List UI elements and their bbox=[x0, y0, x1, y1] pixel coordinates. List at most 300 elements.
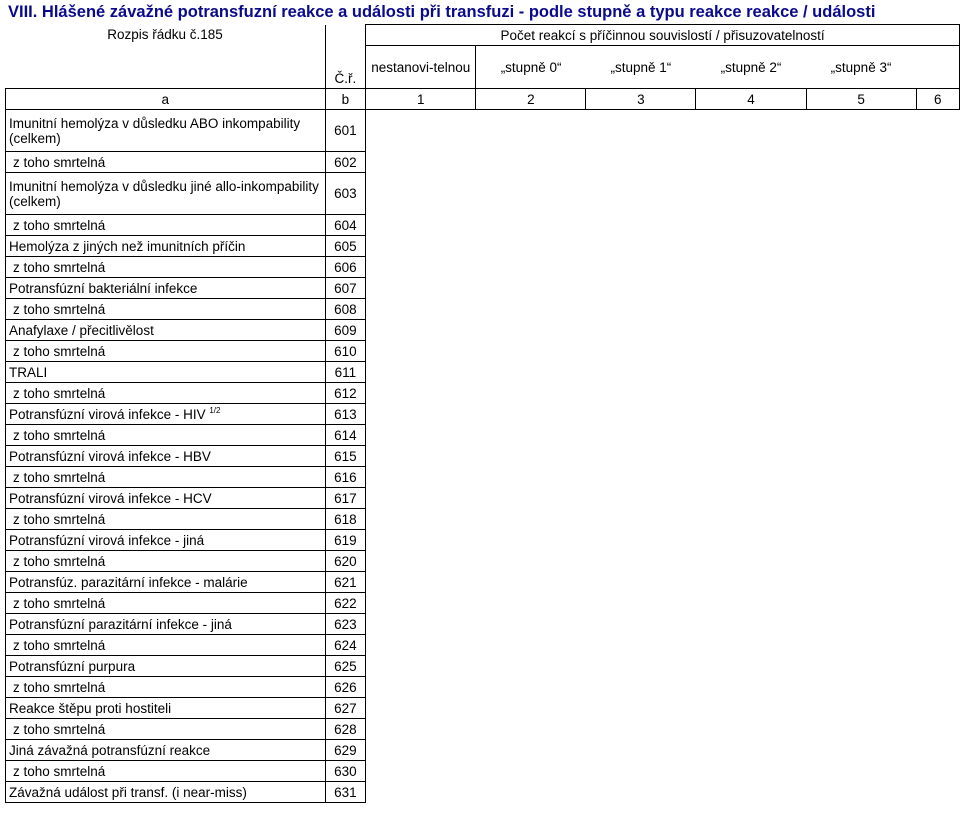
value-cell[interactable] bbox=[476, 425, 586, 446]
value-cell[interactable] bbox=[696, 677, 806, 698]
value-cell[interactable] bbox=[366, 740, 476, 761]
value-cell[interactable] bbox=[476, 698, 586, 719]
table-row bbox=[6, 677, 960, 698]
value-cell[interactable] bbox=[806, 782, 916, 803]
letter-cell: 3 bbox=[586, 89, 696, 110]
row-number: 606 bbox=[325, 257, 366, 278]
value-cell[interactable] bbox=[806, 383, 916, 404]
value-cell[interactable] bbox=[806, 509, 916, 530]
value-cell[interactable] bbox=[806, 614, 916, 635]
value-cell[interactable] bbox=[916, 341, 959, 362]
row-number: 616 bbox=[325, 467, 366, 488]
value-cell[interactable] bbox=[696, 257, 806, 278]
value-cell[interactable] bbox=[916, 152, 959, 173]
value-cell[interactable] bbox=[586, 215, 696, 236]
value-cell[interactable] bbox=[806, 341, 916, 362]
value-cell[interactable] bbox=[366, 257, 476, 278]
row-label: Hemolýza z jiných než imunitních příčin bbox=[6, 236, 326, 257]
value-cell[interactable] bbox=[586, 656, 696, 677]
row-label: z toho smrtelná bbox=[6, 551, 326, 572]
value-cell[interactable] bbox=[366, 509, 476, 530]
value-cell[interactable] bbox=[476, 467, 586, 488]
value-cell[interactable] bbox=[806, 446, 916, 467]
value-cell[interactable] bbox=[476, 740, 586, 761]
table-row bbox=[6, 446, 960, 467]
value-cell[interactable] bbox=[806, 152, 916, 173]
value-cell[interactable] bbox=[476, 614, 586, 635]
value-cell[interactable] bbox=[476, 635, 586, 656]
row-number: 629 bbox=[325, 740, 366, 761]
row-number: 622 bbox=[325, 593, 366, 614]
value-cell[interactable] bbox=[806, 236, 916, 257]
letter-cell: a bbox=[6, 89, 326, 110]
value-cell[interactable] bbox=[696, 404, 806, 425]
row-number: 620 bbox=[325, 551, 366, 572]
table-row bbox=[6, 257, 960, 278]
value-cell[interactable] bbox=[586, 110, 696, 152]
row-number: 625 bbox=[325, 656, 366, 677]
table-row bbox=[6, 425, 960, 446]
value-cell[interactable] bbox=[476, 572, 586, 593]
table-row bbox=[6, 551, 960, 572]
row-label: z toho smrtelná bbox=[6, 761, 326, 782]
value-cell[interactable] bbox=[696, 425, 806, 446]
value-cell[interactable] bbox=[916, 467, 959, 488]
row-breakdown-label: Rozpis řádku č.185 bbox=[6, 25, 326, 89]
value-cell[interactable] bbox=[476, 446, 586, 467]
value-cell[interactable] bbox=[586, 467, 696, 488]
row-number: 603 bbox=[325, 173, 366, 215]
row-label: Potransfúzní bakteriální infekce bbox=[6, 278, 326, 299]
table-row bbox=[6, 467, 960, 488]
row-label: z toho smrtelná bbox=[6, 152, 326, 173]
table-row bbox=[6, 719, 960, 740]
value-cell[interactable] bbox=[916, 215, 959, 236]
row-number: 631 bbox=[325, 782, 366, 803]
value-cell[interactable] bbox=[366, 341, 476, 362]
value-cell[interactable] bbox=[696, 656, 806, 677]
value-cell[interactable] bbox=[806, 173, 916, 215]
row-label: Potransfúzní parazitární infekce - jiná bbox=[6, 614, 326, 635]
row-label: Potransfúzní virová infekce - jiná bbox=[6, 530, 326, 551]
value-cell[interactable] bbox=[476, 257, 586, 278]
value-cell[interactable] bbox=[696, 488, 806, 509]
value-cell[interactable] bbox=[916, 173, 959, 215]
table-row bbox=[6, 278, 960, 299]
col-header-grade-0: „stupně 0“ bbox=[476, 46, 586, 89]
value-cell[interactable] bbox=[476, 761, 586, 782]
value-cell[interactable] bbox=[586, 173, 696, 215]
value-cell[interactable] bbox=[366, 215, 476, 236]
value-cell[interactable] bbox=[366, 656, 476, 677]
value-cell[interactable] bbox=[696, 446, 806, 467]
row-label: Imunitní hemolýza v důsledku ABO inkompability (celkem) bbox=[6, 110, 326, 152]
row-number: 618 bbox=[325, 509, 366, 530]
row-number: 608 bbox=[325, 299, 366, 320]
value-cell[interactable] bbox=[916, 530, 959, 551]
row-number: 607 bbox=[325, 278, 366, 299]
table-row bbox=[6, 656, 960, 677]
value-cell[interactable] bbox=[366, 299, 476, 320]
row-number: 605 bbox=[325, 236, 366, 257]
table-row bbox=[6, 362, 960, 383]
value-cell[interactable] bbox=[366, 383, 476, 404]
row-label: z toho smrtelná bbox=[6, 467, 326, 488]
value-cell[interactable] bbox=[366, 446, 476, 467]
value-cell[interactable] bbox=[476, 236, 586, 257]
value-cell[interactable] bbox=[476, 278, 586, 299]
row-number: 627 bbox=[325, 698, 366, 719]
value-cell[interactable] bbox=[916, 488, 959, 509]
value-cell[interactable] bbox=[586, 677, 696, 698]
value-cell[interactable] bbox=[366, 404, 476, 425]
value-cell[interactable] bbox=[586, 446, 696, 467]
value-cell[interactable] bbox=[806, 320, 916, 341]
value-cell[interactable] bbox=[696, 341, 806, 362]
value-cell[interactable] bbox=[476, 152, 586, 173]
value-cell[interactable] bbox=[696, 152, 806, 173]
value-cell[interactable] bbox=[696, 215, 806, 236]
value-cell[interactable] bbox=[586, 341, 696, 362]
table-row bbox=[6, 572, 960, 593]
row-number: 624 bbox=[325, 635, 366, 656]
letter-cell: 2 bbox=[476, 89, 586, 110]
value-cell[interactable] bbox=[696, 320, 806, 341]
value-cell[interactable] bbox=[916, 236, 959, 257]
value-cell[interactable] bbox=[366, 488, 476, 509]
value-cell[interactable] bbox=[366, 467, 476, 488]
value-cell[interactable] bbox=[916, 320, 959, 341]
value-cell[interactable] bbox=[916, 635, 959, 656]
row-number: 614 bbox=[325, 425, 366, 446]
value-cell[interactable] bbox=[366, 278, 476, 299]
value-cell[interactable] bbox=[586, 740, 696, 761]
table-row bbox=[6, 341, 960, 362]
value-cell[interactable] bbox=[476, 593, 586, 614]
row-label: z toho smrtelná bbox=[6, 383, 326, 404]
value-cell[interactable] bbox=[696, 236, 806, 257]
value-cell[interactable] bbox=[916, 572, 959, 593]
value-cell[interactable] bbox=[476, 677, 586, 698]
value-cell[interactable] bbox=[916, 551, 959, 572]
value-cell[interactable] bbox=[696, 299, 806, 320]
row-label: z toho smrtelná bbox=[6, 593, 326, 614]
value-cell[interactable] bbox=[806, 404, 916, 425]
value-cell[interactable] bbox=[366, 152, 476, 173]
row-number-header: Č.ř. bbox=[325, 25, 366, 89]
value-cell[interactable] bbox=[916, 614, 959, 635]
value-cell[interactable] bbox=[806, 257, 916, 278]
row-number: 628 bbox=[325, 719, 366, 740]
letter-cell: 1 bbox=[366, 89, 476, 110]
row-number: 619 bbox=[325, 530, 366, 551]
value-cell[interactable] bbox=[696, 593, 806, 614]
value-cell[interactable] bbox=[366, 320, 476, 341]
value-cell[interactable] bbox=[476, 530, 586, 551]
table-row bbox=[6, 530, 960, 551]
row-number: 610 bbox=[325, 341, 366, 362]
value-cell[interactable] bbox=[586, 509, 696, 530]
row-label: Imunitní hemolýza v důsledku jiné allo-inkompability (celkem) bbox=[6, 173, 326, 215]
table-row bbox=[6, 593, 960, 614]
value-cell[interactable] bbox=[916, 425, 959, 446]
group-header: Počet reakcí s příčinnou souvislostí / přisuzovatelností bbox=[366, 25, 960, 46]
col-header-empty bbox=[916, 46, 959, 89]
row-number: 602 bbox=[325, 152, 366, 173]
value-cell[interactable] bbox=[696, 698, 806, 719]
value-cell[interactable] bbox=[476, 173, 586, 215]
table-row bbox=[6, 110, 960, 152]
value-cell[interactable] bbox=[806, 362, 916, 383]
value-cell[interactable] bbox=[806, 110, 916, 152]
value-cell[interactable] bbox=[916, 593, 959, 614]
row-number: 623 bbox=[325, 614, 366, 635]
value-cell[interactable] bbox=[366, 572, 476, 593]
value-cell[interactable] bbox=[586, 404, 696, 425]
value-cell[interactable] bbox=[586, 635, 696, 656]
row-label: z toho smrtelná bbox=[6, 719, 326, 740]
value-cell[interactable] bbox=[806, 425, 916, 446]
value-cell[interactable] bbox=[696, 467, 806, 488]
value-cell[interactable] bbox=[366, 173, 476, 215]
value-cell[interactable] bbox=[476, 341, 586, 362]
value-cell[interactable] bbox=[916, 299, 959, 320]
row-label: Potransfúzní purpura bbox=[6, 656, 326, 677]
value-cell[interactable] bbox=[916, 257, 959, 278]
row-number: 621 bbox=[325, 572, 366, 593]
row-label: TRALI bbox=[6, 362, 326, 383]
value-cell[interactable] bbox=[586, 257, 696, 278]
value-cell[interactable] bbox=[916, 110, 959, 152]
value-cell[interactable] bbox=[806, 593, 916, 614]
value-cell[interactable] bbox=[696, 383, 806, 404]
value-cell[interactable] bbox=[806, 530, 916, 551]
value-cell[interactable] bbox=[476, 110, 586, 152]
col-header-undeterminable: nestanovi-telnou bbox=[366, 46, 476, 89]
row-label: z toho smrtelná bbox=[6, 635, 326, 656]
value-cell[interactable] bbox=[916, 278, 959, 299]
value-cell[interactable] bbox=[476, 656, 586, 677]
row-label: Potransfúz. parazitární infekce - malárie bbox=[6, 572, 326, 593]
value-cell[interactable] bbox=[476, 782, 586, 803]
col-header-grade-3: „stupně 3“ bbox=[806, 46, 916, 89]
value-cell[interactable] bbox=[806, 299, 916, 320]
value-cell[interactable] bbox=[476, 383, 586, 404]
row-number: 604 bbox=[325, 215, 366, 236]
value-cell[interactable] bbox=[696, 509, 806, 530]
page-title: VIII. Hlášené závažné potransfuzní reakce a události při transfuzi - podle stupně a typu reakce reakce / události bbox=[8, 3, 876, 21]
value-cell[interactable] bbox=[586, 425, 696, 446]
table-row bbox=[6, 635, 960, 656]
value-cell[interactable] bbox=[806, 278, 916, 299]
value-cell[interactable] bbox=[916, 719, 959, 740]
value-cell[interactable] bbox=[806, 215, 916, 236]
value-cell[interactable] bbox=[696, 572, 806, 593]
value-cell[interactable] bbox=[806, 635, 916, 656]
row-number: 615 bbox=[325, 446, 366, 467]
value-cell[interactable] bbox=[366, 698, 476, 719]
table-row bbox=[6, 488, 960, 509]
table-row bbox=[6, 152, 960, 173]
col-header-grade-1: „stupně 1“ bbox=[586, 46, 696, 89]
value-cell[interactable] bbox=[806, 698, 916, 719]
value-cell[interactable] bbox=[696, 551, 806, 572]
value-cell[interactable] bbox=[366, 110, 476, 152]
letter-cell: 5 bbox=[806, 89, 916, 110]
value-cell[interactable] bbox=[696, 719, 806, 740]
value-cell[interactable] bbox=[806, 656, 916, 677]
row-label: z toho smrtelná bbox=[6, 341, 326, 362]
table-row bbox=[6, 215, 960, 236]
value-cell[interactable] bbox=[586, 530, 696, 551]
value-cell[interactable] bbox=[696, 530, 806, 551]
table-row bbox=[6, 782, 960, 803]
value-cell[interactable] bbox=[586, 614, 696, 635]
value-cell[interactable] bbox=[366, 425, 476, 446]
value-cell[interactable] bbox=[476, 509, 586, 530]
value-cell[interactable] bbox=[366, 551, 476, 572]
row-label: z toho smrtelná bbox=[6, 509, 326, 530]
table-row bbox=[6, 320, 960, 341]
value-cell[interactable] bbox=[916, 698, 959, 719]
col-header-grade-2: „stupně 2“ bbox=[696, 46, 806, 89]
value-cell[interactable] bbox=[586, 698, 696, 719]
value-cell[interactable] bbox=[806, 719, 916, 740]
row-label: z toho smrtelná bbox=[6, 677, 326, 698]
value-cell[interactable] bbox=[806, 677, 916, 698]
value-cell[interactable] bbox=[476, 719, 586, 740]
value-cell[interactable] bbox=[586, 299, 696, 320]
value-cell[interactable] bbox=[916, 740, 959, 761]
row-label: Závažná událost při transf. (i near-miss) bbox=[6, 782, 326, 803]
value-cell[interactable] bbox=[916, 761, 959, 782]
row-label: Potransfúzní virová infekce - HCV bbox=[6, 488, 326, 509]
table-row bbox=[6, 761, 960, 782]
value-cell[interactable] bbox=[586, 761, 696, 782]
value-cell[interactable] bbox=[806, 467, 916, 488]
row-number: 611 bbox=[325, 362, 366, 383]
row-number: 601 bbox=[325, 110, 366, 152]
row-number: 609 bbox=[325, 320, 366, 341]
table-row bbox=[6, 404, 960, 425]
row-label: z toho smrtelná bbox=[6, 425, 326, 446]
table-row bbox=[6, 299, 960, 320]
value-cell[interactable] bbox=[366, 362, 476, 383]
value-cell[interactable] bbox=[586, 320, 696, 341]
table-row bbox=[6, 509, 960, 530]
value-cell[interactable] bbox=[366, 530, 476, 551]
value-cell[interactable] bbox=[476, 362, 586, 383]
value-cell[interactable] bbox=[806, 551, 916, 572]
value-cell[interactable] bbox=[696, 782, 806, 803]
table-row bbox=[6, 698, 960, 719]
value-cell[interactable] bbox=[586, 551, 696, 572]
row-number: 626 bbox=[325, 677, 366, 698]
value-cell[interactable] bbox=[476, 488, 586, 509]
value-cell[interactable] bbox=[916, 446, 959, 467]
row-label: z toho smrtelná bbox=[6, 299, 326, 320]
value-cell[interactable] bbox=[916, 404, 959, 425]
value-cell[interactable] bbox=[586, 782, 696, 803]
row-label: Jiná závažná potransfúzní reakce bbox=[6, 740, 326, 761]
footnote-marker: 1/2 bbox=[209, 405, 221, 415]
value-cell[interactable] bbox=[366, 761, 476, 782]
letter-row bbox=[6, 89, 960, 110]
value-cell[interactable] bbox=[586, 236, 696, 257]
value-cell[interactable] bbox=[806, 761, 916, 782]
table-row bbox=[6, 383, 960, 404]
table-row bbox=[6, 173, 960, 215]
letter-cell: 6 bbox=[916, 89, 959, 110]
value-cell[interactable] bbox=[696, 173, 806, 215]
value-cell[interactable] bbox=[696, 362, 806, 383]
value-cell[interactable] bbox=[696, 614, 806, 635]
value-cell[interactable] bbox=[476, 551, 586, 572]
table-row bbox=[6, 740, 960, 761]
row-number: 612 bbox=[325, 383, 366, 404]
row-label: z toho smrtelná bbox=[6, 215, 326, 236]
report-table bbox=[5, 24, 960, 803]
row-number: 613 bbox=[325, 404, 366, 425]
table-row bbox=[6, 236, 960, 257]
value-cell[interactable] bbox=[476, 215, 586, 236]
value-cell[interactable] bbox=[586, 362, 696, 383]
value-cell[interactable] bbox=[586, 488, 696, 509]
value-cell[interactable] bbox=[476, 320, 586, 341]
value-cell[interactable] bbox=[696, 740, 806, 761]
row-label: z toho smrtelná bbox=[6, 257, 326, 278]
value-cell[interactable] bbox=[916, 383, 959, 404]
value-cell[interactable] bbox=[366, 236, 476, 257]
value-cell[interactable] bbox=[586, 383, 696, 404]
row-number: 630 bbox=[325, 761, 366, 782]
table-row bbox=[6, 614, 960, 635]
letter-cell: 4 bbox=[696, 89, 806, 110]
row-label: Potransfúzní virová infekce - HBV bbox=[6, 446, 326, 467]
value-cell[interactable] bbox=[586, 719, 696, 740]
value-cell[interactable] bbox=[586, 278, 696, 299]
value-cell[interactable] bbox=[916, 782, 959, 803]
value-cell[interactable] bbox=[366, 782, 476, 803]
value-cell[interactable] bbox=[916, 677, 959, 698]
value-cell[interactable] bbox=[806, 572, 916, 593]
value-cell[interactable] bbox=[476, 299, 586, 320]
row-number: 617 bbox=[325, 488, 366, 509]
value-cell[interactable] bbox=[586, 572, 696, 593]
value-cell[interactable] bbox=[916, 509, 959, 530]
value-cell[interactable] bbox=[806, 488, 916, 509]
value-cell[interactable] bbox=[806, 740, 916, 761]
value-cell[interactable] bbox=[696, 761, 806, 782]
value-cell[interactable] bbox=[586, 152, 696, 173]
value-cell[interactable] bbox=[476, 404, 586, 425]
value-cell[interactable] bbox=[366, 593, 476, 614]
row-label: Reakce štěpu proti hostiteli bbox=[6, 698, 326, 719]
value-cell[interactable] bbox=[586, 593, 696, 614]
value-cell[interactable] bbox=[696, 110, 806, 152]
letter-cell: b bbox=[325, 89, 366, 110]
value-cell[interactable] bbox=[366, 614, 476, 635]
value-cell[interactable] bbox=[366, 635, 476, 656]
value-cell[interactable] bbox=[916, 362, 959, 383]
value-cell[interactable] bbox=[696, 635, 806, 656]
row-label: Potransfúzní virová infekce - HIV $^{1/2}$ bbox=[6, 404, 326, 425]
value-cell[interactable] bbox=[366, 677, 476, 698]
row-label: Anafylaxe / přecitlivělost bbox=[6, 320, 326, 341]
value-cell[interactable] bbox=[366, 719, 476, 740]
value-cell[interactable] bbox=[916, 656, 959, 677]
value-cell[interactable] bbox=[696, 278, 806, 299]
